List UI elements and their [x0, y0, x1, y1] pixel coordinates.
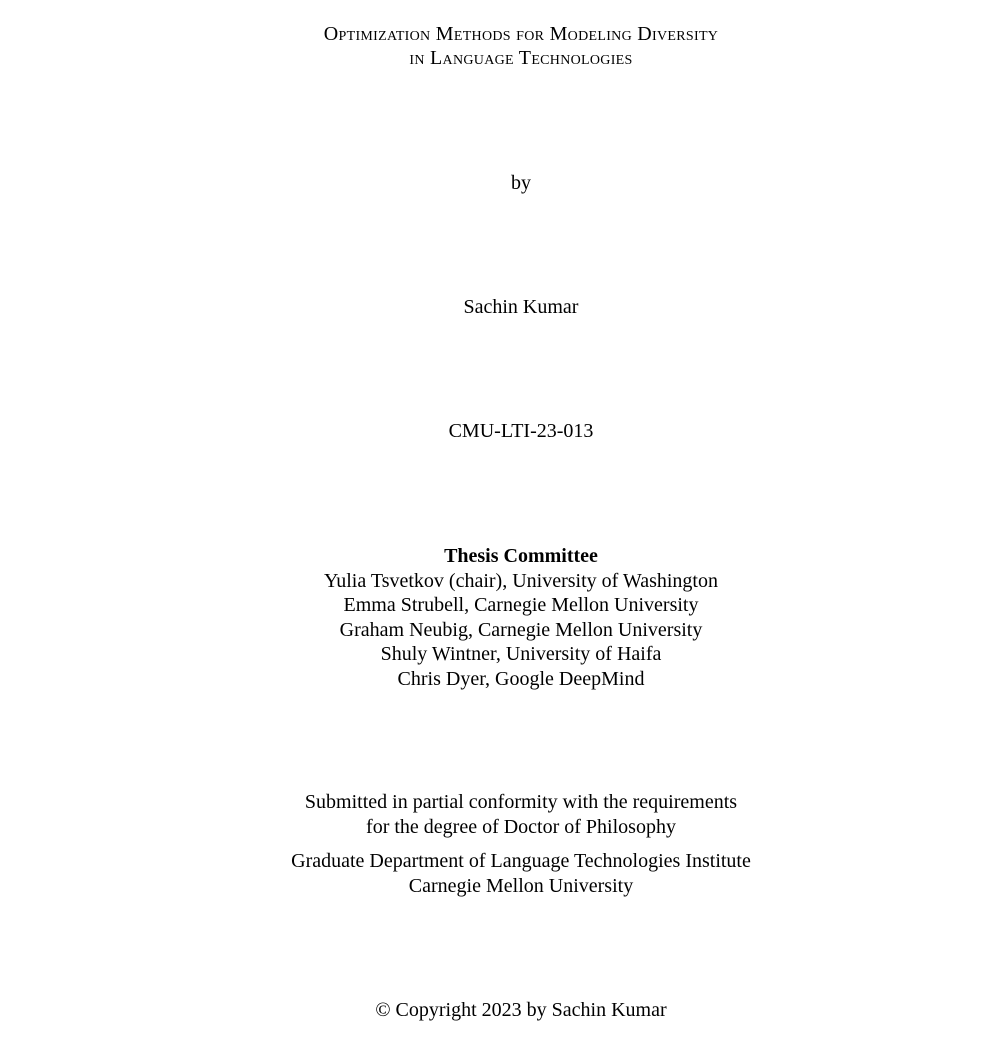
- copyright-notice: © Copyright 2023 by Sachin Kumar: [375, 999, 667, 1021]
- author-block: [0, 295, 994, 320]
- title-line-2: in Language Technologies: [409, 47, 633, 69]
- institution-line-2: Carnegie Mellon University: [408, 874, 634, 897]
- submission-statement: [0, 790, 994, 839]
- copyright-block: [0, 998, 994, 1023]
- submission-line-2: for the degree of Doctor of Philosophy: [366, 815, 676, 838]
- author-name: Sachin Kumar: [463, 296, 579, 318]
- committee-block: [0, 544, 994, 691]
- submission-line-1: Submitted in partial conformity with the requirements: [304, 791, 738, 813]
- by-line: [0, 171, 994, 196]
- committee-member: Emma Strubell, Carnegie Mellon University: [343, 594, 699, 616]
- committee-member: Yulia Tsvetkov (chair), University of Washington: [324, 569, 718, 592]
- committee-member: Shuly Wintner, University of Haifa: [380, 643, 662, 665]
- thesis-title: [0, 22, 994, 70]
- institution-block: [0, 849, 994, 898]
- committee-member: Chris Dyer, Google DeepMind: [397, 667, 645, 690]
- committee-member: Graham Neubig, Carnegie Mellon University: [339, 618, 703, 641]
- report-number-block: [0, 419, 994, 444]
- committee-heading: Thesis Committee: [444, 545, 598, 567]
- report-number: CMU-LTI-23-013: [448, 420, 594, 442]
- title-line-1: Optimization Methods for Modeling Diversity: [323, 23, 719, 45]
- by-text: by: [511, 172, 531, 194]
- institution-line-1: Graduate Department of Language Technologies Institute: [291, 850, 751, 872]
